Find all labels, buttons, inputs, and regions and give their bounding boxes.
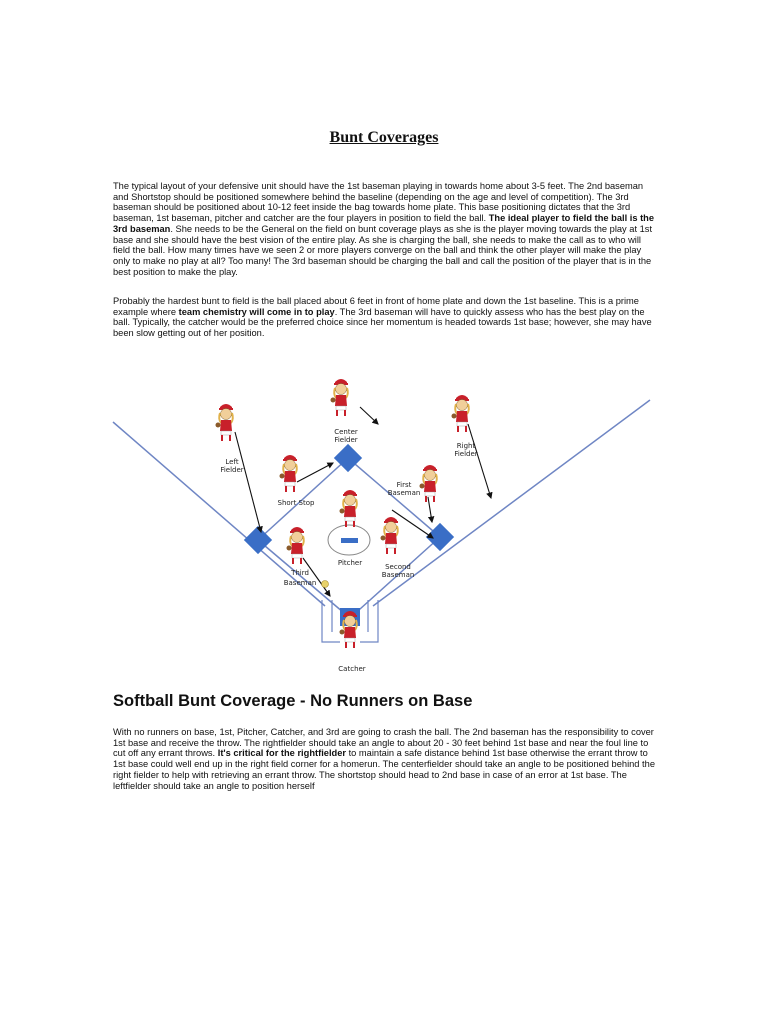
player-first-baseman <box>420 465 438 502</box>
label-second-baseman-2: Baseman <box>381 571 415 579</box>
pitchers-rubber <box>341 538 358 543</box>
player-right-fielder <box>452 395 470 432</box>
label-pitcher: Pitcher <box>337 559 363 567</box>
label-first-baseman-2: Baseman <box>387 489 421 497</box>
softball <box>322 581 329 588</box>
bunt-coverage-diagram <box>0 360 768 680</box>
player-left-fielder <box>216 404 234 441</box>
intro-p1-bold: The ideal player to field the ball is the 3rd baseman <box>113 213 655 234</box>
intro-paragraph-1 <box>113 181 657 277</box>
player-third-baseman <box>287 527 305 564</box>
player-center-fielder <box>331 379 349 416</box>
label-second-baseman-1: Second <box>385 563 411 571</box>
section-paragraph <box>113 727 657 791</box>
label-third-baseman-2: Baseman <box>283 579 317 587</box>
intro-p2-text-a: Probably the hardest bunt to field is the ball placed about 6 feet in front of home plate and down the 1st baseline. This is a prime example where <box>113 296 639 317</box>
label-center-fielder-2: Fielder <box>334 436 358 444</box>
intro-p2-bold: team chemistry will come in to play <box>178 306 335 317</box>
label-left-fielder-2: Fielder <box>220 466 244 474</box>
intro-p2-text-c: . The 3rd baseman will have to quickly assess who has the best play on the ball. Typically, the catcher would be the preferred choice since her momentum is headed towards 1st base; however, she may have been slow getting out of her position. <box>113 306 652 339</box>
intro-paragraph-2 <box>113 296 657 339</box>
intro-p1-text-c: . She needs to be the General on the field on bunt coverage plays as she is the player moving towards the play at 1st base and she should have the best vision of the entire play. As she is charging the ball, she needs to make the call as to who will field the ball. How many times have we seen 2 or more players converge on the ball and think the other player will make the play only to make no play at all? Too many! The 3rd baseman should be charging the ball and call the position of the player that is in the best position to make the play. <box>113 223 653 277</box>
page-title: Bunt Coverages <box>329 129 439 146</box>
label-short-stop: Short Stop <box>277 499 315 507</box>
section-bold: It's critical for the rightfielder <box>217 748 346 759</box>
label-left-fielder-1: Left <box>225 458 239 466</box>
player-pitcher <box>340 490 358 527</box>
label-catcher: Catcher <box>338 665 366 673</box>
section-text-a: With no runners on base, 1st, Pitcher, Catcher, and 3rd are going to crash the ball. The 2nd baseman has the responsibility to cover 1st base and receive the throw. The rightfielder should take an angle to about 20 - 30 feet behind 1st base and near the foul line to cut off any errant throws. <box>113 727 654 759</box>
player-short-stop <box>280 455 298 492</box>
label-center-fielder-1: Center <box>334 428 358 436</box>
label-first-baseman-1: First <box>396 481 412 489</box>
label-right-fielder-1: Right <box>456 442 476 450</box>
movement-arrows <box>235 407 491 596</box>
intro-p1-text-a: The typical layout of your defensive unit should have the 1st baseman playing in towards home about 3-5 feet. The 2nd baseman and Shortstop should be positioned somewhere behind the baseline (depending on the age and level of competition). The 3rd baseman should be positioned about 10-12 feet inside the bag towards home plate. This base positioning dictates that the 3rd baseman, 1st baseman, pitcher and catcher are the four players in position to field the ball. <box>113 181 644 224</box>
label-third-baseman-1: Third <box>291 569 309 577</box>
section-text-c: to maintain a safe distance behind 1st base otherwise the errant throw to 1st base could well end up in the right field corner for a homerun. The centerfielder should take an angle to be positioned behind the right fielder to help with retrieving an errant throw. The shortstop should head to 2nd base in case of an error at 1st base. The leftfielder should take an angle to position herself <box>113 748 655 791</box>
label-right-fielder-2: Fielder <box>454 450 478 458</box>
player-second-baseman <box>381 517 399 554</box>
section-heading: Softball Bunt Coverage - No Runners on Base <box>113 692 473 710</box>
